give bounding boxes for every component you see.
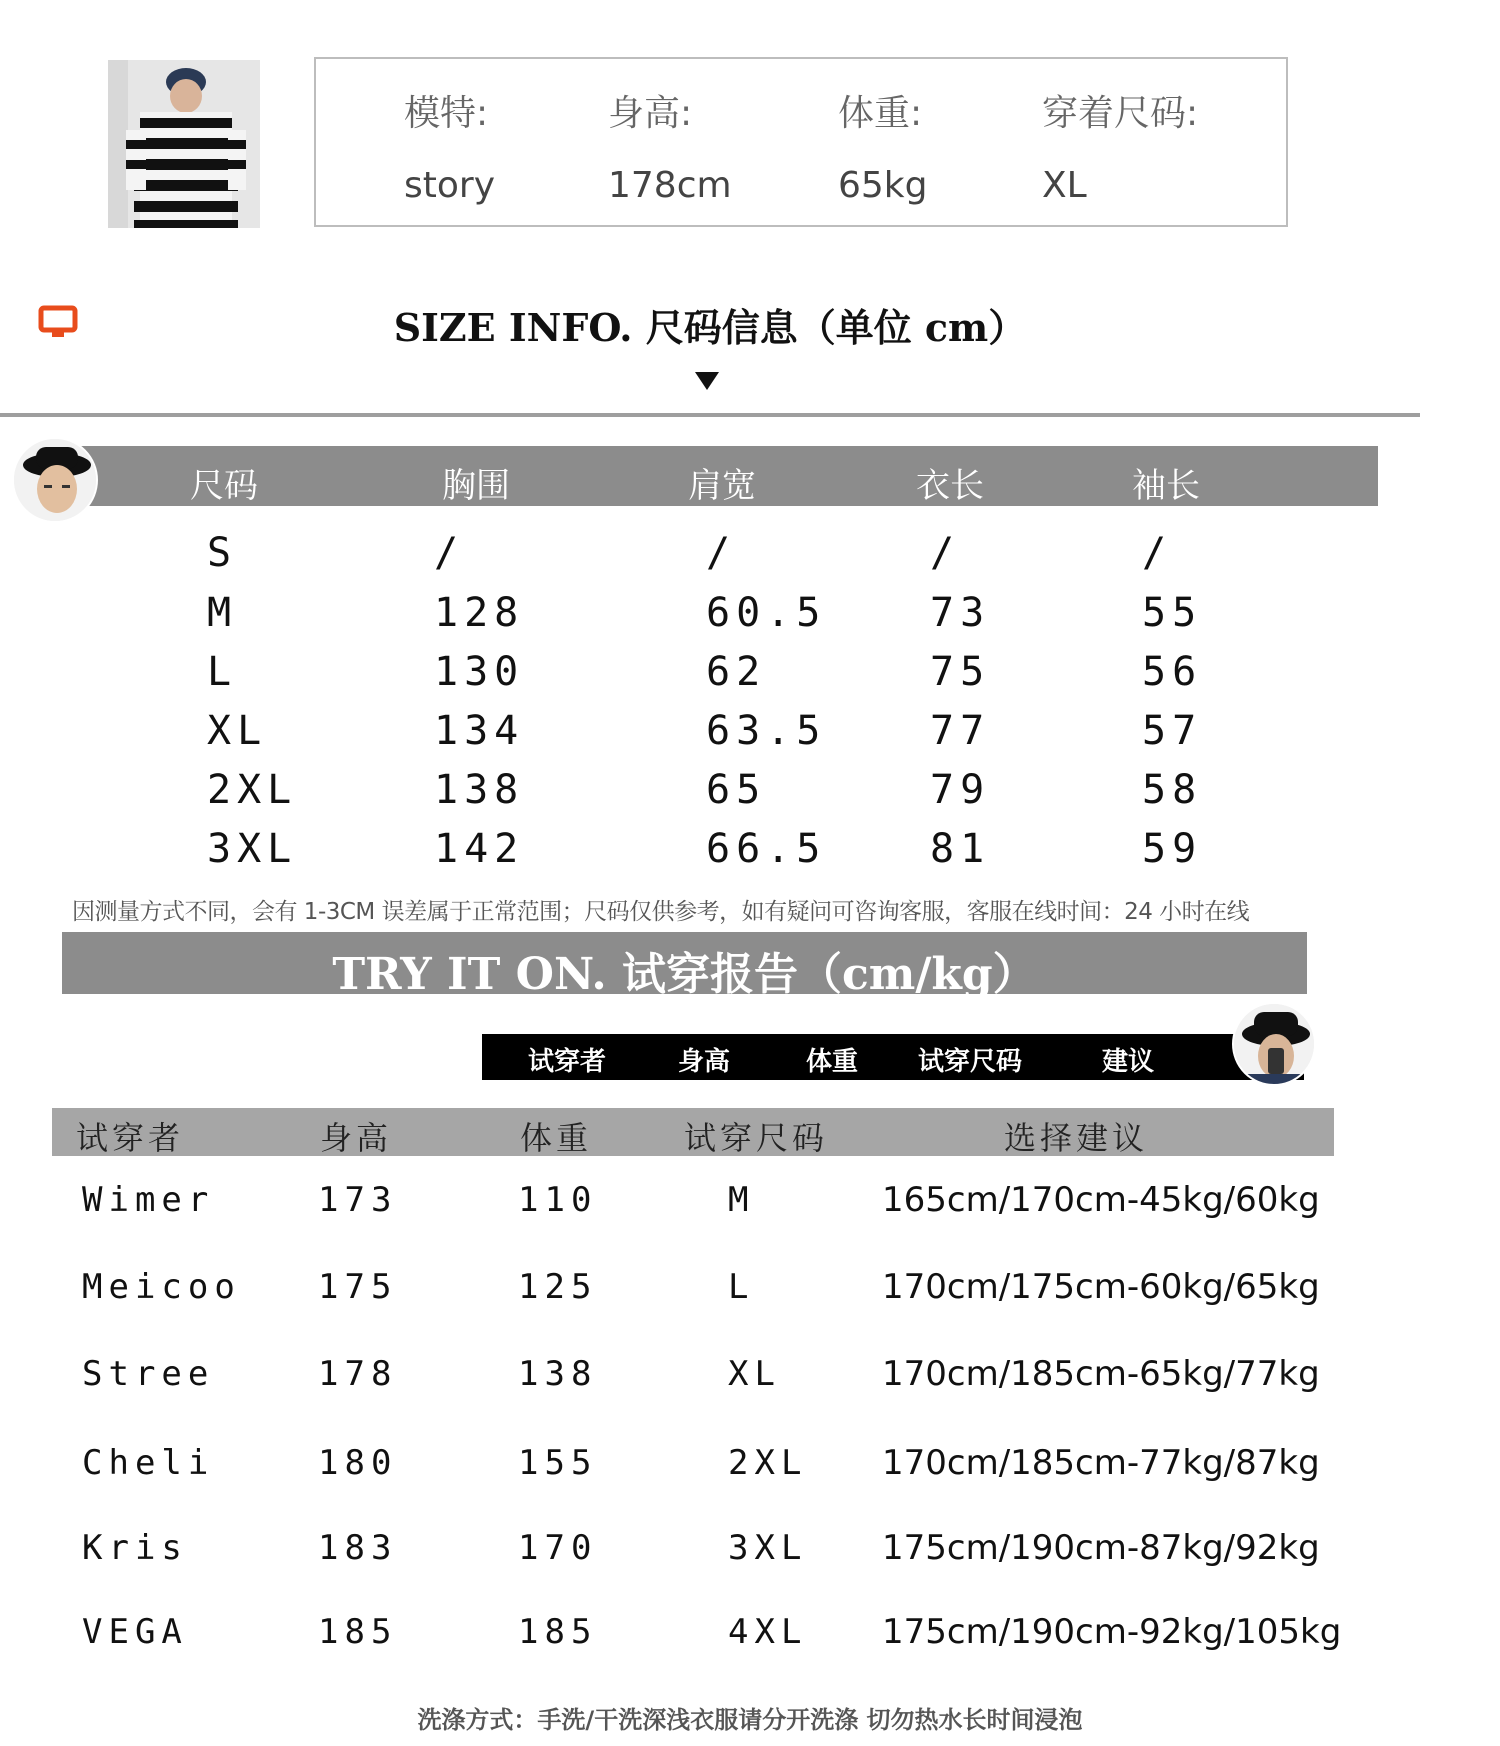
height-cell: 173 (318, 1180, 398, 1220)
height-cell: 180 (318, 1443, 398, 1483)
size-header-sleeve: 袖长 (1132, 466, 1200, 506)
length-cell: 73 (930, 590, 991, 636)
model-size-col (1042, 89, 1198, 211)
model-photo (108, 60, 260, 228)
model-weight-col (838, 89, 928, 211)
size-cell: 4XL (728, 1612, 808, 1652)
shoulder-cell: 65 (706, 767, 767, 813)
try-on-table-header (52, 1108, 1334, 1156)
bar-label-weight: 体重 (806, 1047, 859, 1077)
bar-label-height: 身高 (678, 1047, 731, 1077)
weight-cell: 170 (518, 1528, 598, 1568)
table-row (0, 1528, 1500, 1578)
shoulder-cell: 60.5 (706, 590, 827, 636)
size-cell: 3XL (728, 1528, 808, 1568)
size-info-title: SIZE INFO. 尺码信息（单位 cm） (393, 305, 1027, 350)
size-table-header (60, 446, 1378, 506)
size-cell: 2XL (728, 1443, 808, 1483)
advice-cell: 175cm/190cm-87kg/92kg (882, 1528, 1320, 1568)
model-height-label: 身高: (608, 93, 693, 134)
advice-cell: 165cm/170cm-45kg/60kg (882, 1180, 1320, 1220)
table-row (0, 1443, 1500, 1493)
table-row (0, 826, 1500, 884)
length-cell: 79 (930, 767, 991, 813)
length-cell: 75 (930, 649, 991, 695)
size-cell: L (207, 649, 238, 695)
shoulder-cell: 66.5 (706, 826, 827, 872)
height-cell: 175 (318, 1267, 398, 1307)
avatar (12, 437, 98, 523)
table-row (0, 530, 1500, 588)
chest-cell: 142 (434, 826, 525, 872)
tester-cell: Cheli (82, 1443, 215, 1483)
table-row (0, 708, 1500, 766)
size-cell: 3XL (207, 826, 298, 872)
model-size-value: XL (1042, 165, 1087, 206)
weight-cell: 185 (518, 1612, 598, 1652)
try-header-height: 身高 (320, 1119, 393, 1157)
height-cell: 178 (318, 1354, 398, 1394)
chest-cell: 128 (434, 590, 525, 636)
size-cell: S (207, 530, 238, 576)
size-header-size: 尺码 (190, 466, 258, 506)
table-row (0, 1180, 1500, 1230)
try-header-size: 试穿尺码 (684, 1119, 829, 1157)
advice-cell: 170cm/185cm-77kg/87kg (882, 1443, 1320, 1483)
table-row (0, 1354, 1500, 1404)
height-cell: 183 (318, 1528, 398, 1568)
tester-cell: Kris (82, 1528, 188, 1568)
model-size-label: 穿着尺码: (1042, 93, 1199, 134)
model-name-col (404, 89, 495, 211)
sleeve-cell: 57 (1142, 708, 1203, 754)
measurement-note: 因测量方式不同，会有 1-3CM 误差属于正常范围；尺码仅供参考，如有疑问可咨询客服，客服在线时间：24 小时在线 (72, 899, 1250, 925)
chest-cell: 130 (434, 649, 525, 695)
section-divider (0, 413, 1420, 417)
weight-cell: 138 (518, 1354, 598, 1394)
size-cell: 2XL (207, 767, 298, 813)
weight-cell: 110 (518, 1180, 598, 1220)
sleeve-cell: / (1142, 530, 1173, 576)
try-header-advice: 选择建议 (1004, 1119, 1149, 1157)
size-header-chest: 胸围 (442, 466, 510, 506)
size-cell: M (728, 1180, 755, 1220)
advice-cell: 170cm/175cm-60kg/65kg (882, 1267, 1320, 1307)
length-cell: 77 (930, 708, 991, 754)
try-on-label-bar (482, 1034, 1304, 1080)
height-cell: 185 (318, 1612, 398, 1652)
chest-cell: 134 (434, 708, 525, 754)
sleeve-cell: 58 (1142, 767, 1203, 813)
size-cell: M (207, 590, 238, 636)
bar-label-advice: 建议 (1102, 1047, 1155, 1077)
shoulder-cell: 62 (706, 649, 767, 695)
size-header-shoulder: 肩宽 (688, 466, 756, 506)
table-row (0, 767, 1500, 825)
table-row (0, 1267, 1500, 1317)
model-name-value: story (404, 165, 496, 206)
shoulder-cell: 63.5 (706, 708, 827, 754)
model-height-value: 178cm (608, 165, 732, 206)
length-cell: 81 (930, 826, 991, 872)
wash-instructions: 洗涤方式：手洗/干洗深浅衣服请分开洗涤 切勿热水长时间浸泡 (417, 1706, 1083, 1734)
tester-cell: VEGA (82, 1612, 188, 1652)
bar-label-size: 试穿尺码 (918, 1047, 1023, 1077)
model-weight-value: 65kg (838, 165, 928, 206)
try-on-banner (62, 932, 1307, 1000)
table-row (0, 590, 1500, 648)
size-cell: L (728, 1267, 755, 1307)
length-cell: / (930, 530, 961, 576)
tester-cell: Stree (82, 1354, 215, 1394)
weight-cell: 125 (518, 1267, 598, 1307)
try-on-title: TRY IT ON. 试穿报告（cm/kg） (332, 949, 1037, 1000)
chest-cell: / (434, 530, 465, 576)
model-name-label: 模特: (404, 93, 489, 134)
avatar (1232, 1002, 1316, 1086)
tester-cell: Wimer (82, 1180, 215, 1220)
tester-cell: Meicoo (82, 1267, 241, 1307)
down-arrow-icon (695, 372, 719, 390)
table-row (0, 649, 1500, 707)
bar-label-tester: 试穿者 (528, 1047, 607, 1077)
try-header-weight: 体重 (520, 1119, 593, 1157)
advice-cell: 170cm/185cm-65kg/77kg (882, 1354, 1320, 1394)
size-header-length: 衣长 (916, 466, 984, 506)
sleeve-cell: 59 (1142, 826, 1203, 872)
size-cell: XL (728, 1354, 781, 1394)
shoulder-cell: / (706, 530, 737, 576)
size-cell: XL (207, 708, 268, 754)
advice-cell: 175cm/190cm-92kg/105kg (882, 1612, 1342, 1652)
chest-cell: 138 (434, 767, 525, 813)
weight-cell: 155 (518, 1443, 598, 1483)
table-row (0, 1612, 1500, 1662)
sleeve-cell: 56 (1142, 649, 1203, 695)
try-header-tester: 试穿者 (76, 1119, 185, 1157)
model-height-col (608, 89, 732, 211)
sleeve-cell: 55 (1142, 590, 1203, 636)
model-weight-label: 体重: (838, 93, 923, 134)
model-info-box (314, 57, 1288, 227)
